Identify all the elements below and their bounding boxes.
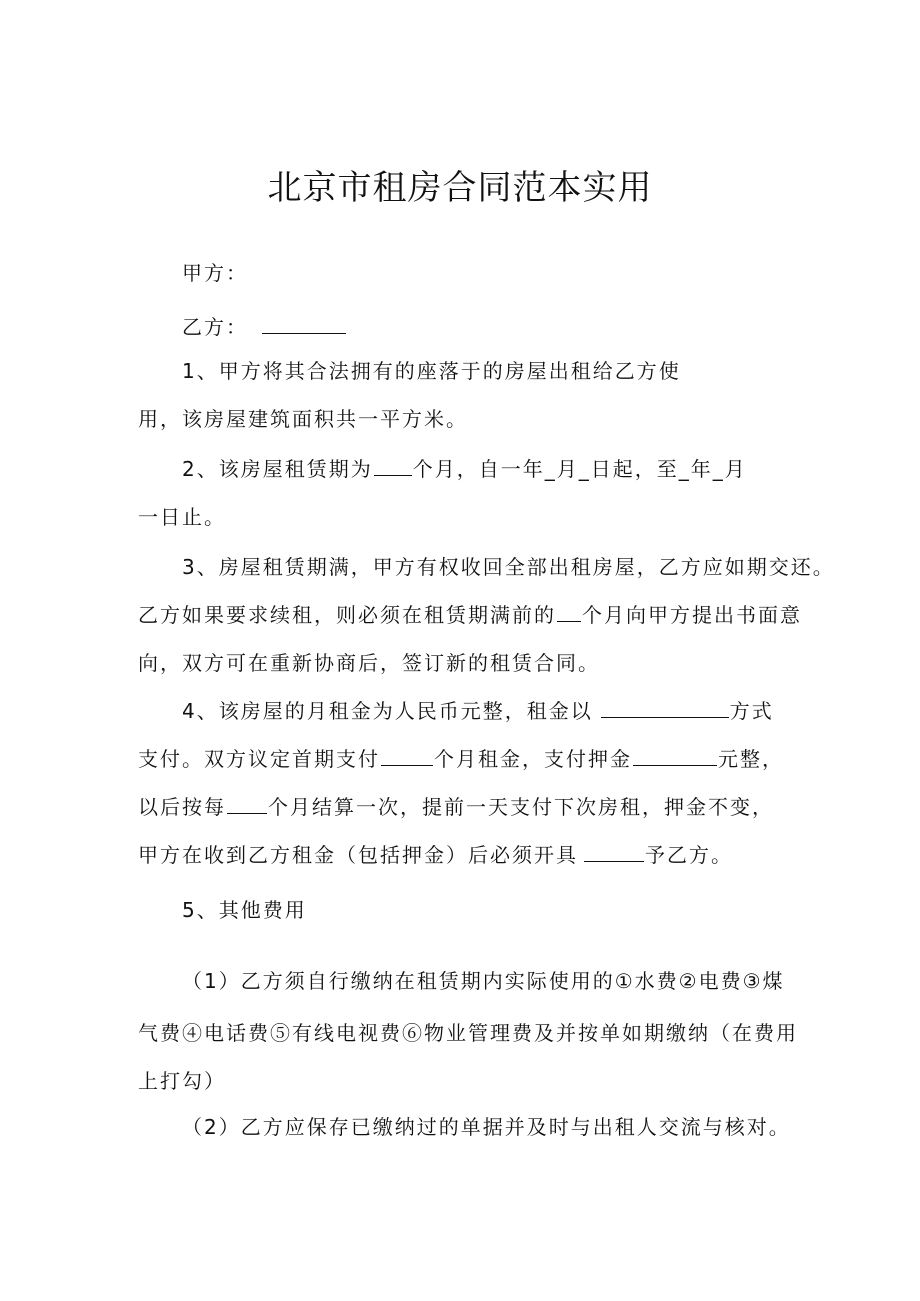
first-payment-months-blank [381, 747, 433, 766]
clause-4-text-b1: 支付。双方议定首期支付 [138, 747, 380, 771]
clause-4-text-b3: 元整， [718, 747, 784, 771]
clause-5-1-text-a: （1）乙方须自行缴纳在租赁期内实际使用的①水费②电费③煤 [182, 969, 785, 993]
clause-2-text-a1: 2、该房屋租赁期为 [182, 457, 373, 481]
clause-1-text-a: 1、甲方将其合法拥有的座落于的房屋出租给乙方使 [182, 359, 681, 383]
clause-3-line-3 [138, 649, 600, 677]
clause-5-1-line-3 [138, 1067, 226, 1095]
clause-3-text-b1: 乙方如果要求续租，则必须在租赁期满前的 [138, 603, 556, 627]
clause-1-line-1 [182, 357, 681, 385]
clause-4-line-2 [138, 745, 784, 773]
clause-5-text: 5、其他费用 [182, 898, 307, 922]
party-b-line [182, 313, 347, 341]
clause-5-1-text-b: 气费④电话费⑤有线电视费⑥物业管理费及并按单如期缴纳（在费用 [138, 1021, 798, 1045]
clause-5-2-line [182, 1113, 791, 1141]
clause-5-1-line-2 [138, 1019, 798, 1047]
clause-2-line-1 [182, 455, 747, 483]
party-a-line [182, 259, 248, 287]
clause-2-line-2 [138, 503, 226, 531]
payment-method-blank [601, 699, 729, 718]
party-b-label: 乙方： [182, 315, 248, 339]
clause-5-1-text-c: 上打勾） [138, 1069, 226, 1093]
clause-4-text-a2: 方式 [729, 699, 774, 723]
clause-3-text-b2: 个月向甲方提出书面意 [582, 603, 802, 627]
clause-4-text-d1: 甲方在收到乙方租金（包括押金）后必须开具 [138, 843, 578, 867]
clause-4-text-c2: 个月结算一次，提前一天支付下次房租，押金不变， [268, 795, 774, 819]
clause-3-line-1 [182, 553, 835, 581]
clause-5-1-line-1 [182, 967, 785, 995]
clause-1-line-2 [138, 405, 468, 433]
clause-3-text-c: 向，双方可在重新协商后，签订新的租赁合同。 [138, 651, 600, 675]
clause-4-line-1 [182, 697, 774, 725]
clause-3-line-2 [138, 601, 802, 629]
clause-5-2-text: （2）乙方应保存已缴纳过的单据并及时与出租人交流与核对。 [182, 1115, 791, 1139]
party-b-blank [262, 315, 346, 334]
party-a-label: 甲方： [182, 261, 248, 285]
lease-months-blank [374, 457, 412, 476]
deposit-amount-blank [633, 747, 717, 766]
document-title: 北京市租房合同范本实用 [267, 168, 653, 208]
clause-1-text-b: 用，该房屋建筑面积共一平方米。 [138, 407, 468, 431]
clause-3-text-a: 3、房屋租赁期满，甲方有权收回全部出租房屋，乙方应如期交还。 [182, 555, 835, 579]
receipt-blank [584, 843, 644, 862]
renewal-months-blank [557, 603, 581, 622]
clause-4-text-a1: 4、该房屋的月租金为人民币元整，租金以 [182, 699, 593, 723]
clause-2-text-b: 一日止。 [138, 505, 226, 529]
clause-4-text-d2: 予乙方。 [645, 843, 733, 867]
clause-4-line-4 [138, 841, 733, 869]
clause-2-text-a2: 个月，自一年_月_日起，至_年_月 [412, 457, 747, 481]
clause-4-text-b2: 个月租金，支付押金 [434, 747, 632, 771]
clause-5-heading [182, 896, 307, 924]
clause-4-text-c1: 以后按每 [138, 795, 226, 819]
clause-4-line-3 [138, 793, 774, 821]
settlement-months-blank [227, 795, 267, 814]
